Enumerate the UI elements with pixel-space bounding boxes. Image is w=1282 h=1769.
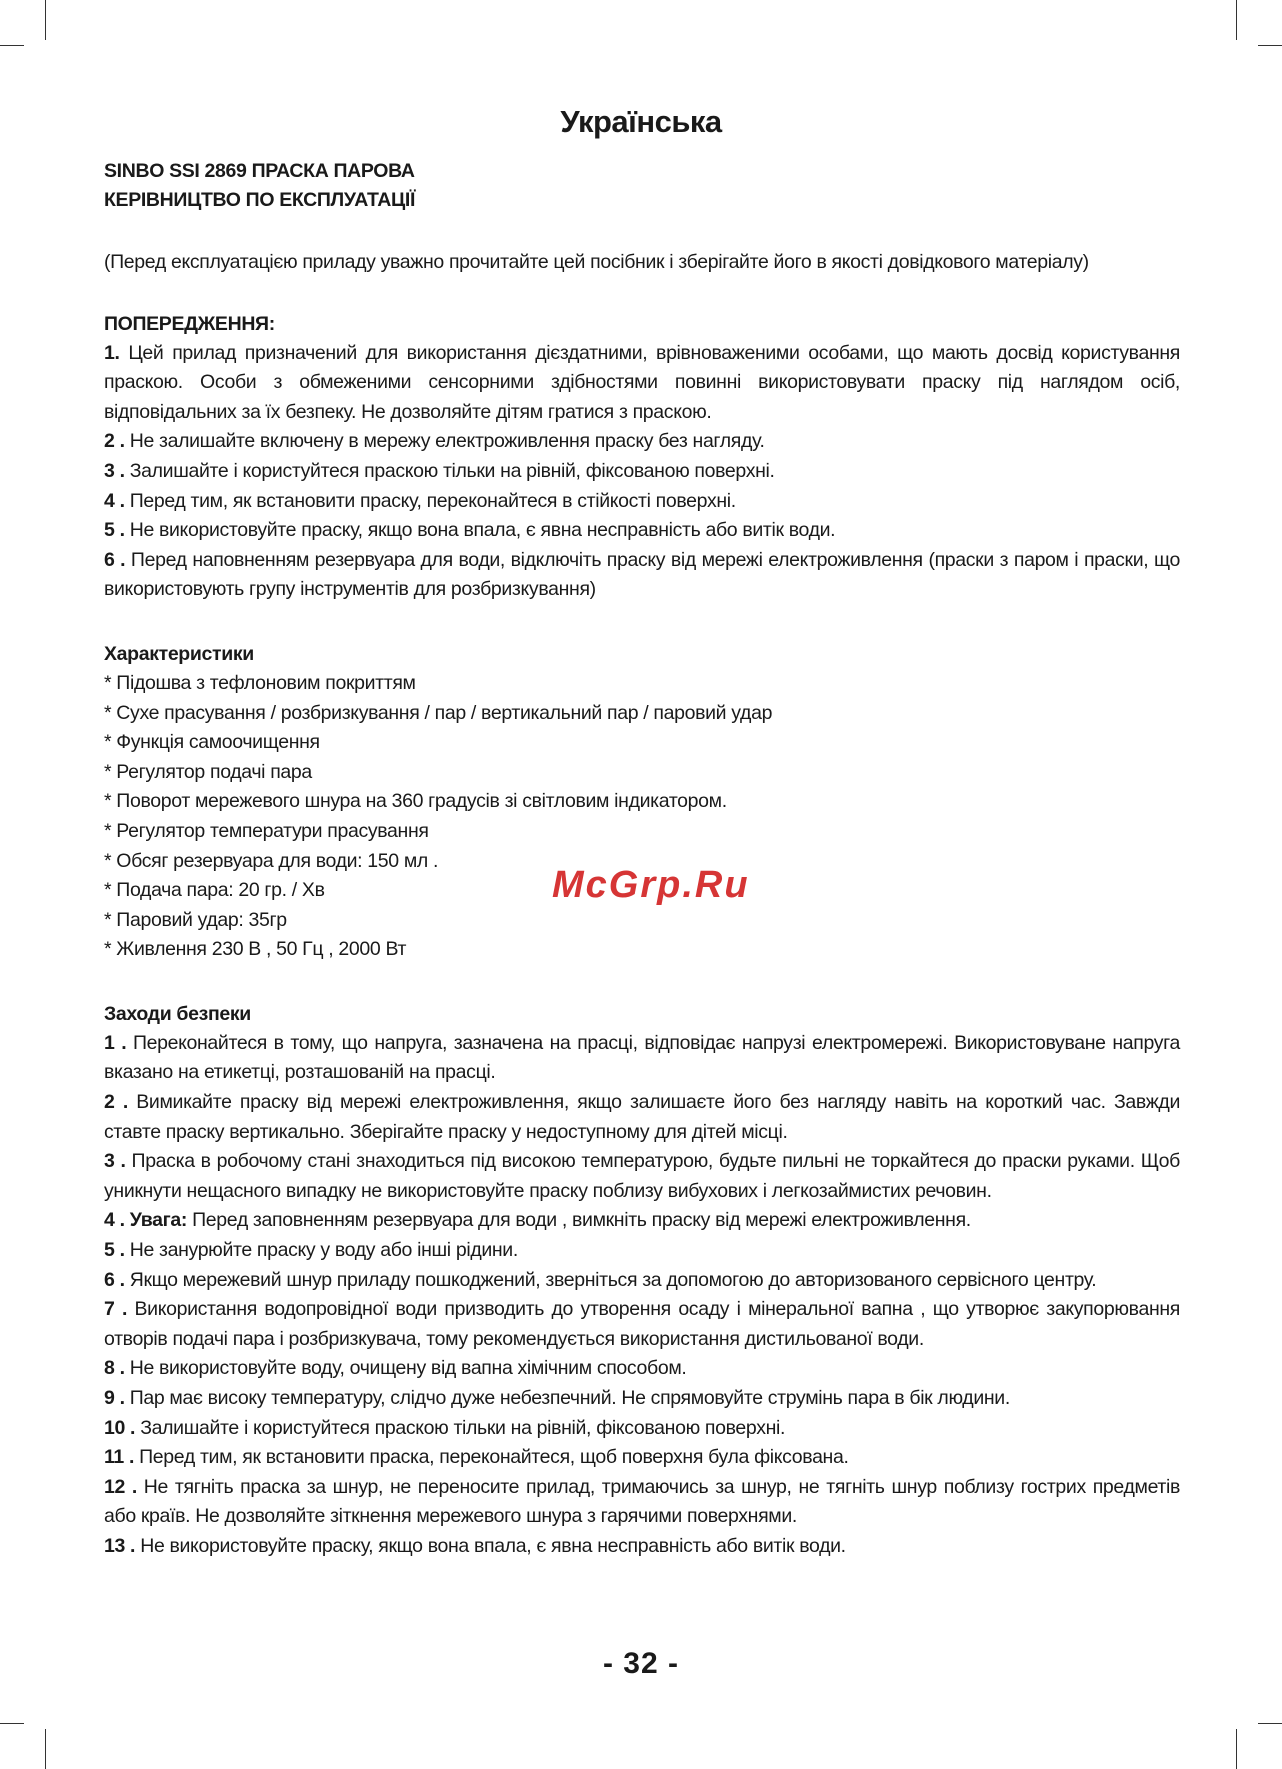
warning-item (104, 427, 1180, 457)
document-title-line-1: SINBO SSI 2869 ПРАСКА ПАРОВА (104, 160, 415, 182)
safety-item-text: Якщо мережевий шнур приладу пошкоджений, зверніться за допомогою до авторизованого сервісного центру. (124, 1268, 1097, 1291)
warning-item-text: Не використовуйте праску, якщо вона впала, є явна несправність або витік води. (124, 519, 836, 542)
safety-item-number: 13 . (104, 1534, 136, 1557)
warning-item-number: 1. (104, 341, 120, 364)
warning-item-number: 3 . (104, 459, 125, 482)
document-title-line-2: КЕРІВНИЦТВО ПО ЕКСПЛУАТАЦІЇ (104, 189, 416, 211)
feature-item: * Обсяг резервуара для води: 150 мл . (104, 849, 439, 872)
crop-mark (45, 1729, 46, 1769)
safety-item-text: Переконайтеся в тому, що напруга, зазначена на прасці, відповідає напрузі електромережі. Використовуване напруга вказано на етикетці, розташованій на прасці. (104, 1031, 1180, 1084)
safety-item-text: Перед заповненням резервуара для води , вимкніть праску від мережі електроживлення. (187, 1209, 971, 1232)
page-number: - 32 - (602, 1647, 680, 1680)
safety-item-text: Залишайте і користуйтеся праскою тільки на рівній, фіксованою поверхні. (135, 1416, 786, 1439)
warnings-list (104, 339, 1180, 605)
document-body (104, 157, 1180, 1562)
safety-item-text: Не використовуйте воду, очищену від вапна хімічним способом. (124, 1357, 687, 1380)
crop-mark (0, 45, 24, 46)
warning-item (104, 457, 1180, 487)
safety-item (104, 1414, 1180, 1444)
warnings-heading: ПОПЕРЕДЖЕННЯ: (104, 312, 275, 335)
warning-item-number: 5 . (104, 519, 125, 542)
warning-item-text: Не залишайте включену в мережу електроживлення праску без нагляду. (124, 430, 765, 453)
warning-item (104, 339, 1180, 428)
features-list (104, 669, 1180, 965)
feature-item: * Функція самоочищення (104, 731, 320, 754)
safety-item (104, 1473, 1180, 1532)
safety-item-number: 9 . (104, 1387, 125, 1409)
features-heading: Характеристики (104, 642, 254, 665)
intro-note: (Перед експлуатацією приладу уважно прочитайте цей посібник і зберігайте його в якості довідкового матеріалу) (104, 251, 1089, 273)
safety-item-text: Не використовуйте праску, якщо вона впала, є явна несправність або витік води. (135, 1534, 846, 1557)
crop-mark (45, 0, 46, 40)
safety-item (104, 1443, 1180, 1473)
warning-item (104, 546, 1180, 605)
safety-item (104, 1384, 1180, 1414)
warning-item-text: Перед наповненням резервуара для води, відключіть праску від мережі електроживлення (праски з паром і праски, що використовують групу інструментів для розбризкування) (104, 548, 1180, 601)
crop-mark (1258, 1723, 1282, 1724)
safety-item (104, 1206, 1180, 1236)
safety-item-number: 1 . (104, 1031, 127, 1054)
crop-mark (1236, 0, 1237, 40)
safety-item-number: 7 . (104, 1298, 128, 1321)
safety-item-number: 10 . (104, 1416, 136, 1439)
safety-item-text: Перед тим, як встановити праска, переконайтеся, щоб поверхня була фіксована. (134, 1446, 849, 1469)
feature-item: * Сухе прасування / розбризкування / пар / вертикальний пар / паровий удар (104, 701, 773, 724)
safety-item-number: 5 . (104, 1239, 125, 1262)
feature-item: * Підошва з тефлоновим покриттям (104, 671, 416, 694)
feature-item: * Регулятор температури прасування (104, 819, 429, 842)
safety-item (104, 1236, 1180, 1266)
feature-item: * Живлення 230 В , 50 Гц , 2000 Вт (104, 938, 407, 961)
safety-item-text: Не тягніть праска за шнур, не переносите прилад, тримаючись за шнур, не тягніть шнур поблизу гострих предметів або країв. Не дозволяйте зіткнення мережевого шнура з гарячими поверхнями. (104, 1475, 1180, 1528)
safety-item-label: Увага: (124, 1209, 188, 1232)
safety-item-text: Не занурюйте праску у воду або інші рідини. (124, 1239, 518, 1262)
safety-item-number: 2 . (104, 1091, 128, 1114)
warning-item-text: Перед тим, як встановити праску, переконайтеся в стійкості поверхні. (124, 489, 736, 512)
feature-item: * Поворот мережевого шнура на 360 градусів зі світловим індикатором. (104, 790, 727, 813)
safety-item-number: 11 . (104, 1446, 135, 1469)
safety-item (104, 1532, 1180, 1562)
safety-item-text: Праска в робочому стані знаходиться під високою температурою, будьте пильні не торкайтеся до праски руками. Щоб уникнути нещасного випадку не використовуйте праску поблизу вибухових і легкозаймистих речовин. (104, 1150, 1180, 1202)
safety-item-number: 4 . (104, 1209, 125, 1232)
safety-item-number: 12 . (104, 1475, 137, 1498)
feature-item: * Подача пара: 20 гр. / Хв (104, 879, 325, 902)
safety-item-text: Пар має високу температуру, слідчо дуже небезпечний. Не спрямовуйте струмінь пара в бік людини. (124, 1387, 1010, 1409)
safety-item (104, 1088, 1180, 1147)
feature-item: * Паровий удар: 35гр (104, 908, 287, 931)
safety-item (104, 1295, 1180, 1354)
page-heading: Українська (560, 104, 722, 139)
warning-item-text: Цей прилад призначений для використання дієздатними, врівноваженими особами, що мають досвід користування праскою. Особи з обмеженими сенсорними здібностями повинні використовувати праску під наглядом осіб, відповідальних за їх безпеку. Не дозволяйте дітям гратися з праскою. (104, 341, 1180, 423)
safety-item (104, 1266, 1180, 1296)
watermark-logo: McGrp.Ru (552, 864, 750, 906)
safety-item (104, 1354, 1180, 1384)
warning-item (104, 516, 1180, 546)
safety-heading: Заходи безпеки (104, 1002, 251, 1025)
safety-list (104, 1029, 1180, 1562)
safety-item-text: Використання водопровідної води призводить до утворення осаду і мінеральної вапна , що утворює закупорювання отворів подачі пара і розбризкувача, тому рекомендується використання дистильованої води. (104, 1298, 1180, 1350)
warning-item-number: 6 . (104, 548, 126, 571)
document-title (104, 157, 1180, 215)
crop-mark (0, 1723, 24, 1724)
warning-item-number: 2 . (104, 430, 125, 453)
warning-item-text: Залишайте і користуйтеся праскою тільки на рівній, фіксованою поверхні. (124, 459, 775, 482)
safety-item-number: 8 . (104, 1357, 125, 1380)
safety-item-text: Вимикайте праску від мережі електроживлення, якщо залишаєте його без нагляду навіть на короткий час. Завжди ставте праску вертикально. Зберігайте праску у недоступному для дітей місці. (104, 1091, 1180, 1143)
safety-item-number: 6 . (104, 1268, 125, 1291)
feature-item: * Регулятор подачі пара (104, 760, 312, 783)
safety-item (104, 1147, 1180, 1206)
safety-item (104, 1029, 1180, 1088)
warning-item (104, 487, 1180, 517)
warning-item-number: 4 . (104, 489, 125, 512)
crop-mark (1236, 1729, 1237, 1769)
safety-item-number: 3 . (104, 1150, 126, 1173)
crop-mark (1258, 45, 1282, 46)
